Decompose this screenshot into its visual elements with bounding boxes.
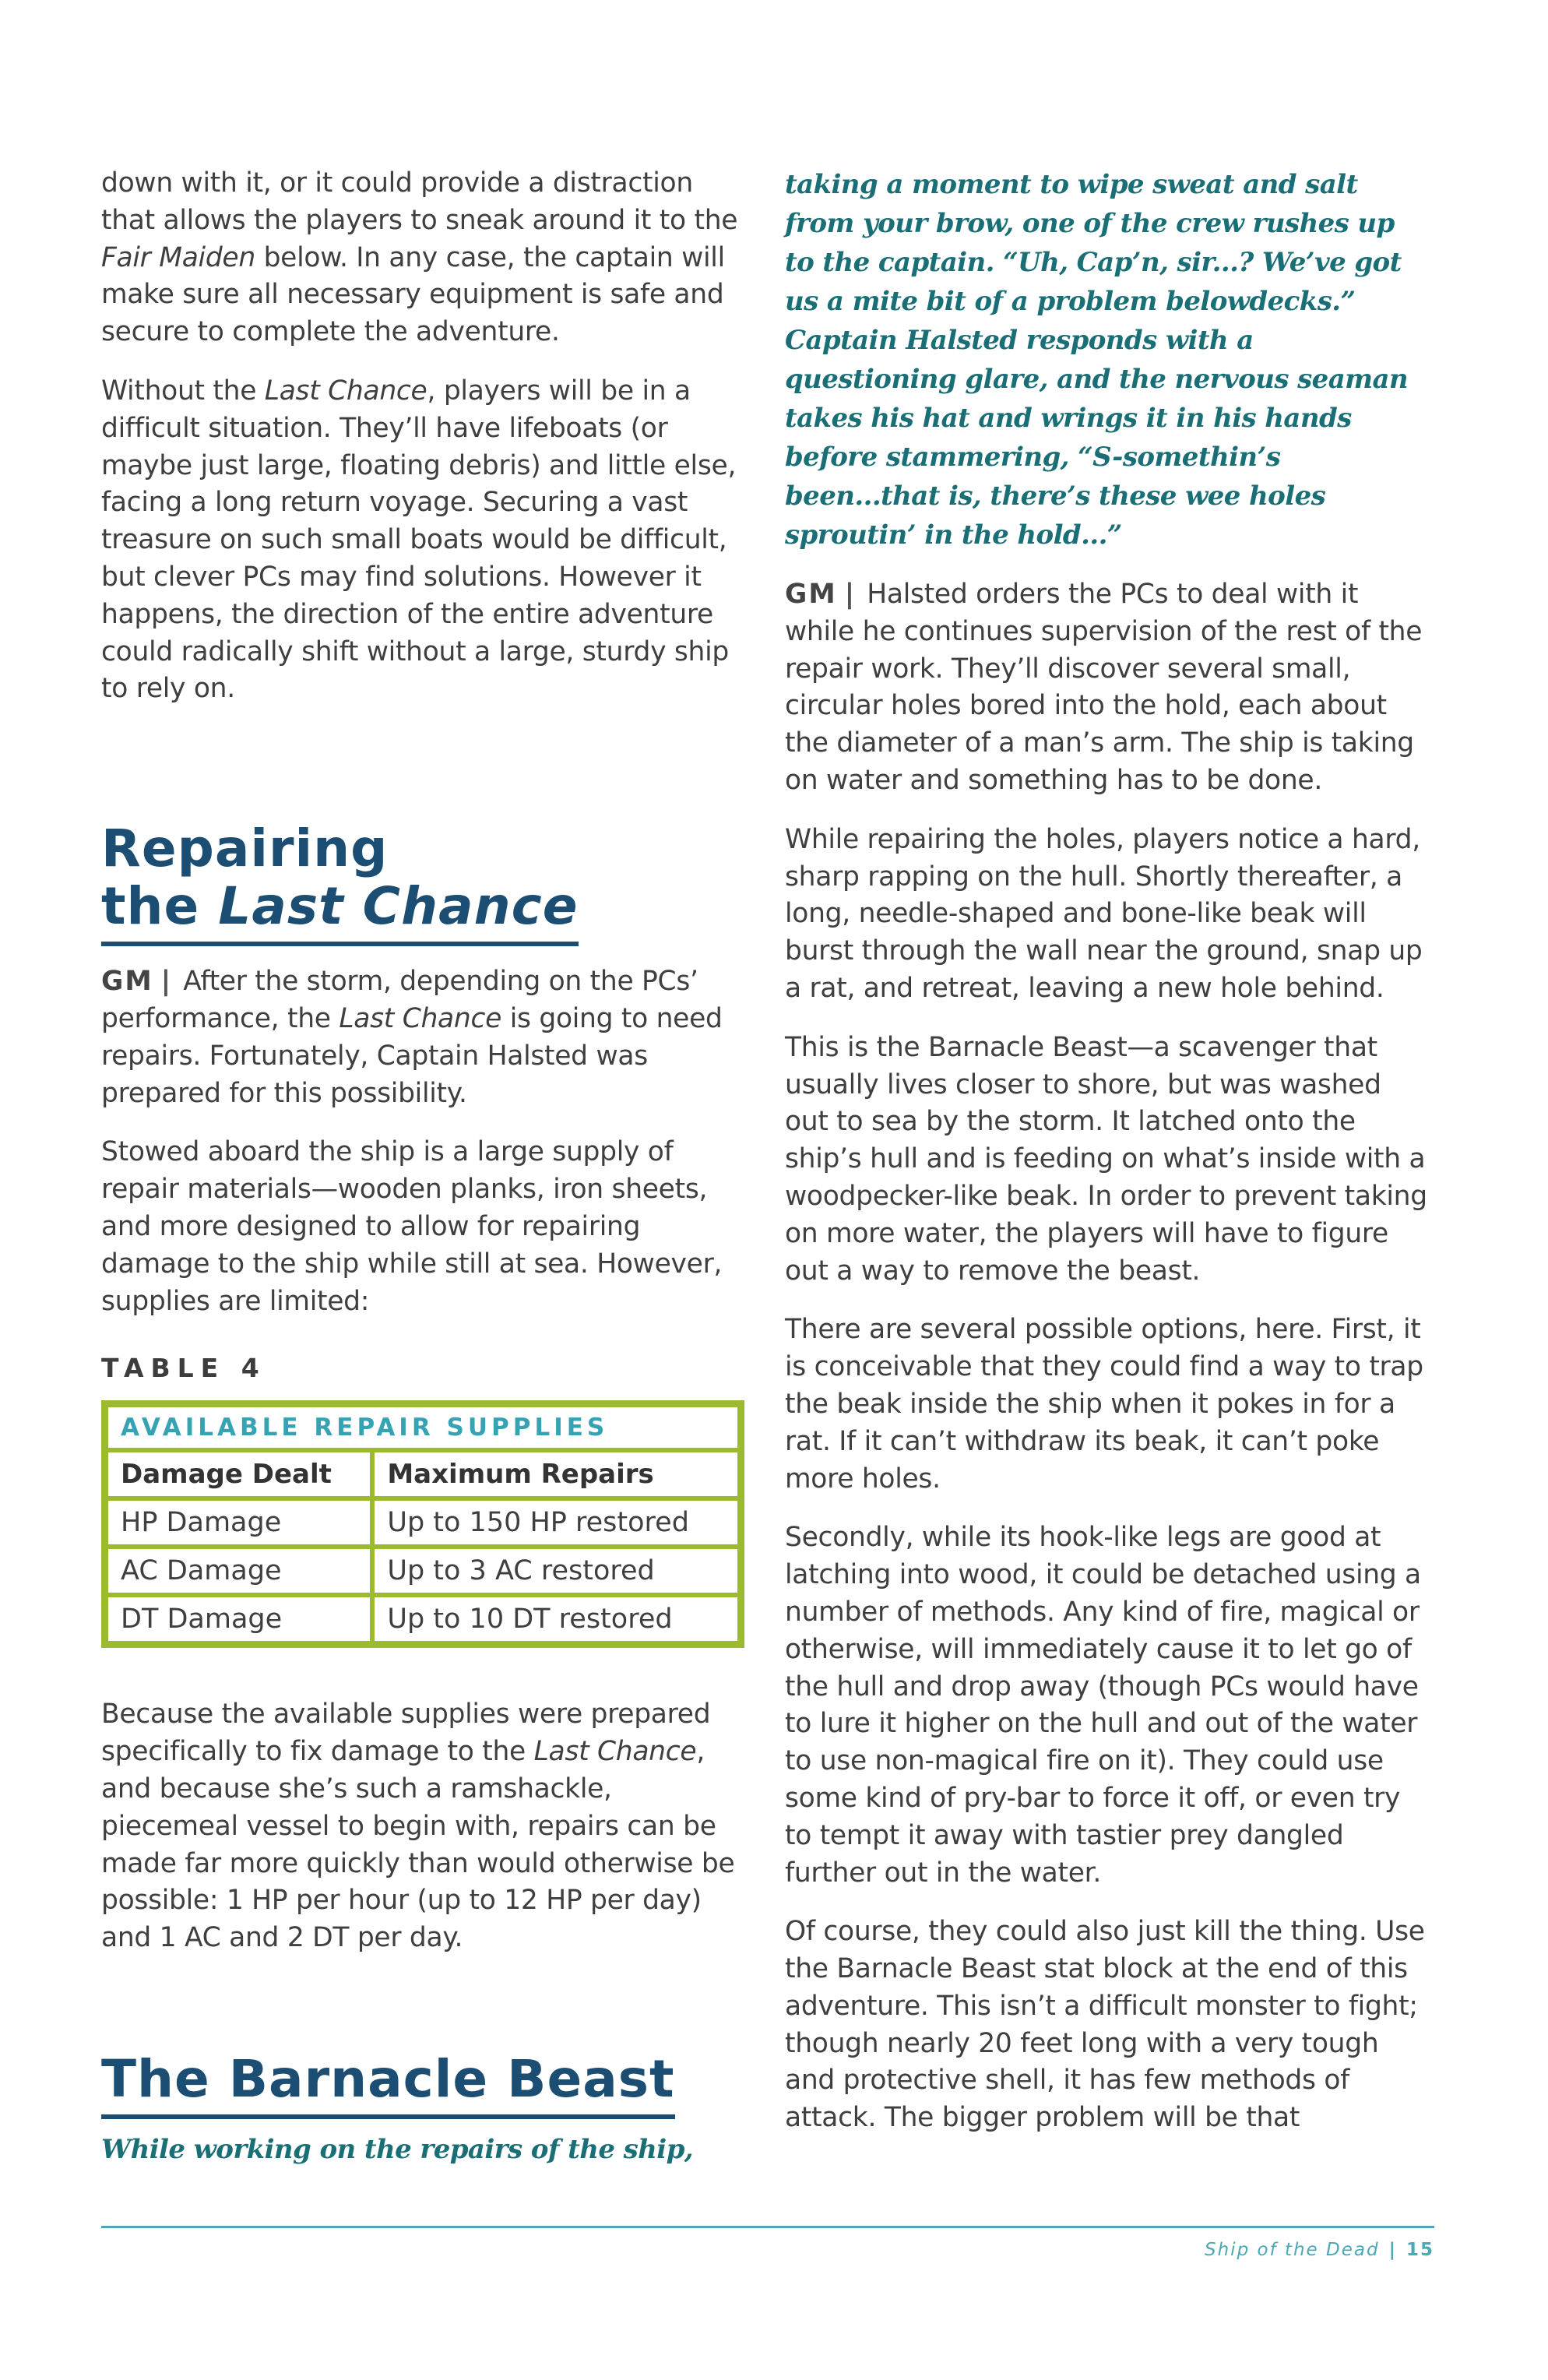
footer-book-title: Ship of the Dead xyxy=(1205,2240,1380,2260)
paragraph: There are several possible options, here. First, it is conceivable that they could find a way to trap the beak inside the ship when it pokes in for a rat. If it can’t withdraw its beak, it can’t poke more holes. xyxy=(785,1314,1423,1495)
paragraph: Of course, they could also just kill the thing. Use the Barnacle Beast stat block at the end of this adventure. This isn’t a difficult monster to fight; though nearly 20 feet long with a very tough and protective shell, it has few methods of attack. The bigger problem will be that xyxy=(785,1916,1425,2134)
text: Without the xyxy=(101,375,265,407)
ship-name: Fair Maiden xyxy=(101,241,255,273)
gm-separator: | xyxy=(844,579,857,610)
paragraph: This is the Barnacle Beast—a scavenger that usually lives closer to shore, but was washed out to sea by the storm. It latched onto the ship’s hull and is feeding on what’s inside with a woodpecker-like beak. In order to prevent taking on more water, the players will have to figure out a way to remove the beast. xyxy=(785,1031,1427,1287)
text: below. In any case, the captain will make sure all necessary equipment is safe and secure to complete the adventure. xyxy=(101,241,725,348)
text: is going to need repairs. Fortunately, Captain Halsted was prepared for this possibility. xyxy=(101,1002,723,1109)
text: Because the available supplies were prepared specifically to fix damage to the xyxy=(101,1699,711,1768)
read-aloud-text: While working on the repairs of the ship, xyxy=(101,2133,693,2165)
table-cell: Up to 150 HP restored xyxy=(372,1498,740,1547)
gm-label: GM xyxy=(785,579,837,610)
ship-name: Last Chance xyxy=(264,375,427,407)
paragraph xyxy=(101,1696,748,1957)
heading-line: the xyxy=(101,876,219,937)
section-heading-barnacle-beast: The Barnacle Beast xyxy=(101,2051,675,2119)
section-heading-repairing xyxy=(101,820,579,946)
repair-supplies-table xyxy=(101,1400,744,1648)
gm-paragraph xyxy=(101,963,748,1112)
read-aloud-text: taking a moment to wipe sweat and salt from your brow, one of the crew rushes up to the captain. “Uh, Cap’n, sir...? We’ve got us a mite bit of a problem belowdecks.” Captain Halsted responds with a questioning glare, and the nervous seaman takes his hat and wrings it in his hands before stammering, “S-somethin’s been...that is, there’s these wee holes sproutin’ in the hold...” xyxy=(785,169,1409,551)
paragraph: While repairing the holes, players notice a hard, sharp rapping on the hull. Shortly thereafter, a long, needle-shaped and bone-like beak will burst through the wall near the ground, snap up a rat, and retreat, leaving a new hole behind. xyxy=(785,823,1423,1004)
table-row xyxy=(106,1547,740,1595)
table-cell: DT Damage xyxy=(106,1595,372,1643)
page-number: 15 xyxy=(1406,2240,1434,2260)
text: After the storm, depending on the PCs’ performance, the xyxy=(101,966,698,1034)
text: Halsted orders the PCs to deal with it while he continues supervision of the rest of the repair work. They’ll discover several small, circular holes bored into the hold, each about the diameter of a man’s arm. The ship is taking on water and something has to be done. xyxy=(785,579,1423,796)
paragraph: Stowed aboard the ship is a large supply of repair materials—wooden planks, iron sheets, and more designed to allow for repairing damage to the ship while still at sea. However, supplies are limited: xyxy=(101,1136,723,1317)
text: down with it, or it could provide a distraction that allows the players to sneak around it to the xyxy=(101,167,738,236)
ship-name: Last Chance xyxy=(533,1736,697,1768)
table-cell: Up to 3 AC restored xyxy=(372,1547,740,1595)
gm-label: GM xyxy=(101,966,153,998)
table-cell: AC Damage xyxy=(106,1547,372,1595)
left-column xyxy=(101,165,748,2191)
table-caption: TABLE 4 xyxy=(101,1353,266,1384)
table-cell: HP Damage xyxy=(106,1498,372,1547)
footer-separator: | xyxy=(1388,2240,1397,2260)
column-header: Maximum Repairs xyxy=(372,1450,740,1498)
gm-separator: | xyxy=(160,966,173,998)
table-title: AVAILABLE REPAIR SUPPLIES xyxy=(106,1405,740,1450)
column-header: Damage Dealt xyxy=(106,1450,372,1498)
table-cell: Up to 10 DT restored xyxy=(372,1595,740,1643)
footer-divider xyxy=(101,2226,1434,2228)
ship-name: Last Chance xyxy=(339,1002,502,1034)
table-row xyxy=(106,1498,740,1547)
right-column xyxy=(785,165,1431,2159)
text: , and because she’s such a ramshackle, piecemeal vessel to begin with, repairs can be made far more quickly than would otherwise be possible: 1 HP per hour (up to 12 HP per day) and 1 AC and 2 DT per day. xyxy=(101,1736,735,1954)
heading-ship-name: Last Chance xyxy=(218,876,579,937)
paragraph: Secondly, while its hook-like legs are good at latching into wood, it could be detached using a number of methods. Any kind of fire, magical or otherwise, will immediately cause it to let go of the hull and drop away (though PCs would have to lure it higher on the hull and out of the water to use non-magical fire on it). They could use some kind of pry-bar to force it off, or even try to tempt it away with tastier prey dangled further out in the water. xyxy=(785,1522,1421,1889)
paragraph xyxy=(101,373,748,708)
page-footer xyxy=(1205,2240,1434,2260)
table-row xyxy=(106,1595,740,1643)
gm-paragraph xyxy=(785,576,1431,800)
paragraph xyxy=(101,165,748,351)
heading-line: Repairing xyxy=(101,819,389,879)
text: , players will be in a difficult situation. They’ll have lifeboats (or maybe just large, floating debris) and little else, facing a long return voyage. Securing a vast treasure on such small boats would be difficult, but clever PCs may find solutions. However it happens, the direction of the entire adventure could radically shift without a large, sturdy ship to rely on. xyxy=(101,375,737,705)
